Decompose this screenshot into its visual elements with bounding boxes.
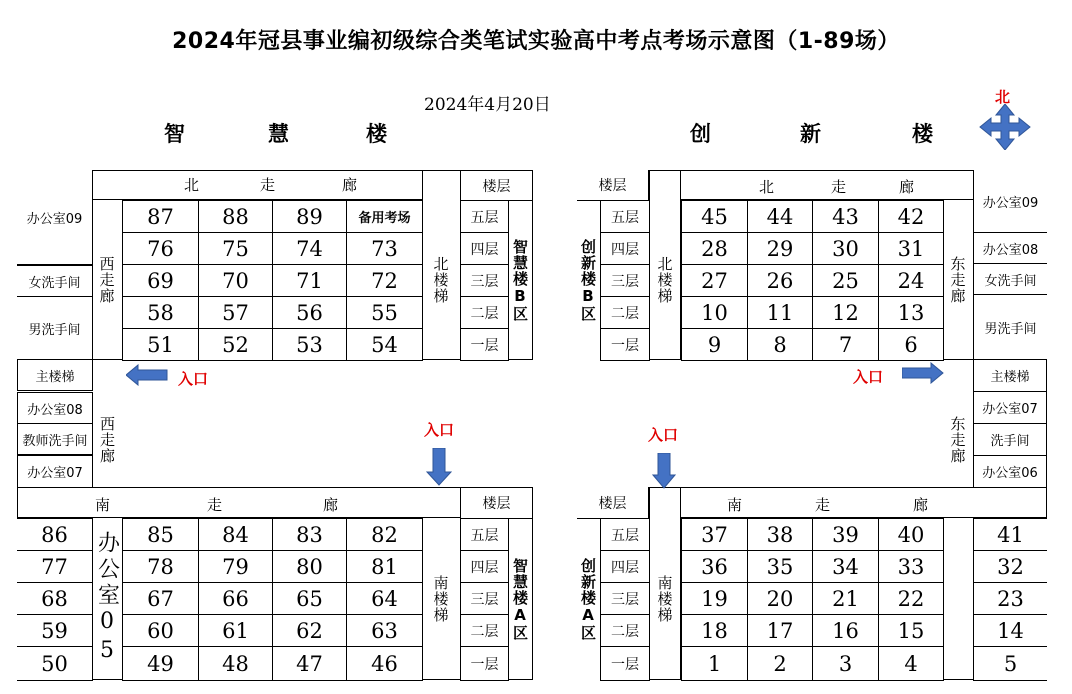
left-arrow-icon [126, 364, 168, 386]
chuangxin-b-floor-header: 楼层 [577, 170, 649, 201]
north-label: 北 [995, 88, 1011, 106]
exam-room-number: 22 [878, 582, 944, 615]
chuangxin-office-09: 办公室09 [973, 170, 1047, 233]
exam-room-number: 25 [812, 264, 879, 297]
exam-room-number: 3 [812, 646, 879, 681]
zhihui-b-floor-header: 楼层 [460, 170, 533, 201]
spare-exam-room: 备用考场 [346, 200, 423, 233]
exam-room-number: 36 [681, 550, 748, 583]
zhihui-west-entrance: 入口 [178, 370, 209, 388]
exam-room-number: 1 [681, 646, 748, 681]
chuangxin-womens-restroom: 女洗手间 [973, 263, 1047, 295]
exam-room-number: 10 [681, 296, 748, 329]
exam-room-number: 19 [681, 582, 748, 615]
exam-room-number: 13 [878, 296, 944, 329]
exam-room-number: 82 [346, 518, 423, 551]
right-arrow-icon [902, 362, 944, 384]
exam-room-number: 43 [812, 200, 879, 233]
chuangxin-south-stairs: 南楼梯 [655, 575, 674, 623]
chuangxin-restroom: 洗手间 [973, 423, 1047, 456]
exam-room-number: 33 [878, 550, 944, 583]
exam-room-number: 76 [122, 232, 199, 265]
zhihui-office-09: 办公室09 [17, 170, 93, 265]
exam-room-number: 6 [878, 328, 944, 361]
floor-label: 五层 [600, 200, 650, 233]
exam-room-number: 65 [272, 582, 347, 615]
exam-room-number: 39 [812, 518, 879, 551]
exam-room-number: 86 [17, 518, 93, 551]
chuangxin-office-08: 办公室08 [973, 232, 1047, 264]
exam-room-number: 52 [198, 328, 273, 361]
exam-room-number: 27 [681, 264, 748, 297]
floor-label: 四层 [600, 550, 650, 583]
exam-room-number: 7 [812, 328, 879, 361]
exam-room-number: 9 [681, 328, 748, 361]
exam-room-number: 88 [198, 200, 273, 233]
zhihui-name-2: 慧 [268, 122, 289, 146]
exam-room-number: 5 [973, 646, 1047, 681]
exam-room-number: 57 [198, 296, 273, 329]
exam-room-number: 56 [272, 296, 347, 329]
zhihui-a-floor-header: 楼层 [460, 487, 533, 519]
exam-room-number: 44 [747, 200, 813, 233]
exam-room-number: 20 [747, 582, 813, 615]
chuangxin-main-stairs: 主楼梯 [973, 359, 1047, 392]
exam-room-number: 85 [122, 518, 199, 551]
zhihui-west-corridor-top: 西走廊 [97, 256, 116, 304]
exam-room-number: 2 [747, 646, 813, 681]
exam-room-number: 79 [198, 550, 273, 583]
floor-label: 五层 [460, 518, 509, 551]
chuangxin-name-1: 创 [690, 122, 711, 146]
zhihui-west-corridor-bottom: 西走廊 [92, 392, 122, 487]
floor-label: 三层 [600, 582, 650, 615]
exam-room-number: 38 [747, 518, 813, 551]
exam-room-number: 80 [272, 550, 347, 583]
zhihui-office-07: 办公室07 [17, 455, 93, 488]
exam-room-number: 21 [812, 582, 879, 615]
exam-room-number: 45 [681, 200, 748, 233]
exam-room-number: 31 [878, 232, 944, 265]
zhihui-name-1: 智 [164, 122, 185, 146]
zhihui-a-label: 智慧楼A区 [508, 518, 533, 680]
zhihui-south-entrance: 入口 [424, 421, 455, 439]
exam-room-number: 77 [17, 550, 93, 583]
exam-room-number: 62 [272, 614, 347, 647]
floor-label: 五层 [460, 200, 509, 233]
exam-room-number: 34 [812, 550, 879, 583]
exam-room-number: 49 [122, 646, 199, 681]
exam-room-number: 30 [812, 232, 879, 265]
exam-room-number: 41 [973, 518, 1047, 551]
zhihui-main-stairs: 主楼梯 [17, 359, 93, 391]
exam-room-number: 63 [346, 614, 423, 647]
chuangxin-office-06: 办公室06 [973, 455, 1047, 488]
floor-label: 二层 [600, 614, 650, 647]
exam-room-number: 24 [878, 264, 944, 297]
compass-icon [972, 104, 1038, 150]
chuangxin-office-07: 办公室07 [973, 391, 1047, 424]
down-arrow-icon [652, 453, 676, 489]
floor-label: 三层 [600, 264, 650, 297]
floor-label: 二层 [460, 614, 509, 647]
exam-room-number: 47 [272, 646, 347, 681]
chuangxin-a-label: 创新楼A区 [577, 518, 601, 680]
exam-room-number: 17 [747, 614, 813, 647]
chuangxin-b-label: 创新楼B区 [577, 200, 601, 360]
exam-room-number: 4 [878, 646, 944, 681]
floor-label: 四层 [460, 550, 509, 583]
zhihui-office-05: 办公室05 [94, 531, 120, 667]
exam-room-number: 83 [272, 518, 347, 551]
exam-room-number: 16 [812, 614, 879, 647]
exam-room-number: 69 [122, 264, 199, 297]
exam-room-number: 35 [747, 550, 813, 583]
zhihui-name-3: 楼 [366, 122, 387, 146]
floor-label: 五层 [600, 518, 650, 551]
exam-room-number: 37 [681, 518, 748, 551]
exam-room-number: 54 [346, 328, 423, 361]
chuangxin-south-corridor: 南 走 廊 [681, 487, 1047, 518]
exam-room-number: 40 [878, 518, 944, 551]
exam-room-number: 48 [198, 646, 273, 681]
chuangxin-east-corridor-top: 东走廊 [948, 256, 967, 304]
chuangxin-mens-restroom: 男洗手间 [973, 294, 1047, 360]
exam-room-number: 66 [198, 582, 273, 615]
exam-room-number: 75 [198, 232, 273, 265]
exam-room-number: 84 [198, 518, 273, 551]
chuangxin-north-stairs: 北楼梯 [655, 256, 674, 304]
exam-room-number: 46 [346, 646, 423, 681]
exam-room-number: 59 [17, 614, 93, 647]
zhihui-south-stairs: 南楼梯 [431, 575, 450, 623]
zhihui-north-corridor: 北 走 廊 [92, 170, 422, 200]
exam-room-number: 87 [122, 200, 199, 233]
zhihui-womens-restroom: 女洗手间 [17, 265, 93, 297]
exam-room-number: 8 [747, 328, 813, 361]
exam-room-number: 60 [122, 614, 199, 647]
zhihui-office-08: 办公室08 [17, 392, 93, 424]
chuangxin-name-2: 新 [800, 122, 821, 146]
exam-room-number: 32 [973, 550, 1047, 583]
chuangxin-a-floor-header: 楼层 [577, 487, 649, 519]
exam-room-number: 42 [878, 200, 944, 233]
exam-room-number: 15 [878, 614, 944, 647]
floor-label: 三层 [460, 264, 509, 297]
exam-room-number: 67 [122, 582, 199, 615]
exam-room-number: 50 [17, 646, 93, 681]
exam-room-number: 55 [346, 296, 423, 329]
floor-label: 四层 [600, 232, 650, 265]
exam-room-number: 70 [198, 264, 273, 297]
chuangxin-name-3: 楼 [912, 122, 933, 146]
zhihui-teacher-restroom: 教师洗手间 [17, 423, 93, 455]
floor-label: 一层 [460, 646, 509, 681]
page-title: 2024年冠县事业编初级综合类笔试实验高中考点考场示意图（1-89场） [172, 29, 900, 54]
exam-room-number: 81 [346, 550, 423, 583]
chuangxin-south-entrance: 入口 [648, 426, 679, 444]
exam-room-number: 53 [272, 328, 347, 361]
floor-label: 一层 [460, 328, 509, 361]
exam-room-number: 58 [122, 296, 199, 329]
exam-room-number: 68 [17, 582, 93, 615]
exam-room-number: 29 [747, 232, 813, 265]
exam-room-number: 26 [747, 264, 813, 297]
exam-room-number: 89 [272, 200, 347, 233]
floor-label: 一层 [600, 328, 650, 361]
down-arrow-icon [426, 448, 452, 486]
chuangxin-north-corridor: 北 走 廊 [681, 170, 973, 200]
floor-label: 二层 [460, 296, 509, 329]
exam-room-number: 71 [272, 264, 347, 297]
exam-room-number: 78 [122, 550, 199, 583]
exam-room-number: 51 [122, 328, 199, 361]
exam-room-number: 61 [198, 614, 273, 647]
exam-room-number: 18 [681, 614, 748, 647]
floor-label: 二层 [600, 296, 650, 329]
zhihui-b-label: 智慧楼B区 [508, 200, 533, 360]
exam-room-number: 11 [747, 296, 813, 329]
exam-room-number: 73 [346, 232, 423, 265]
zhihui-north-stairs: 北楼梯 [431, 256, 450, 304]
exam-room-number: 72 [346, 264, 423, 297]
exam-date: 2024年4月20日 [424, 95, 551, 115]
zhihui-south-corridor: 南 走 廊 [17, 487, 460, 518]
floor-label: 四层 [460, 232, 509, 265]
floor-label: 三层 [460, 582, 509, 615]
zhihui-mens-restroom: 男洗手间 [17, 296, 93, 360]
exam-room-number: 64 [346, 582, 423, 615]
exam-room-number: 28 [681, 232, 748, 265]
exam-room-number: 74 [272, 232, 347, 265]
chuangxin-east-entrance: 入口 [853, 368, 884, 386]
floor-label: 一层 [600, 646, 650, 681]
exam-room-number: 23 [973, 582, 1047, 615]
exam-room-number: 12 [812, 296, 879, 329]
chuangxin-east-corridor-bottom: 东走廊 [943, 392, 974, 487]
exam-room-number: 14 [973, 614, 1047, 647]
